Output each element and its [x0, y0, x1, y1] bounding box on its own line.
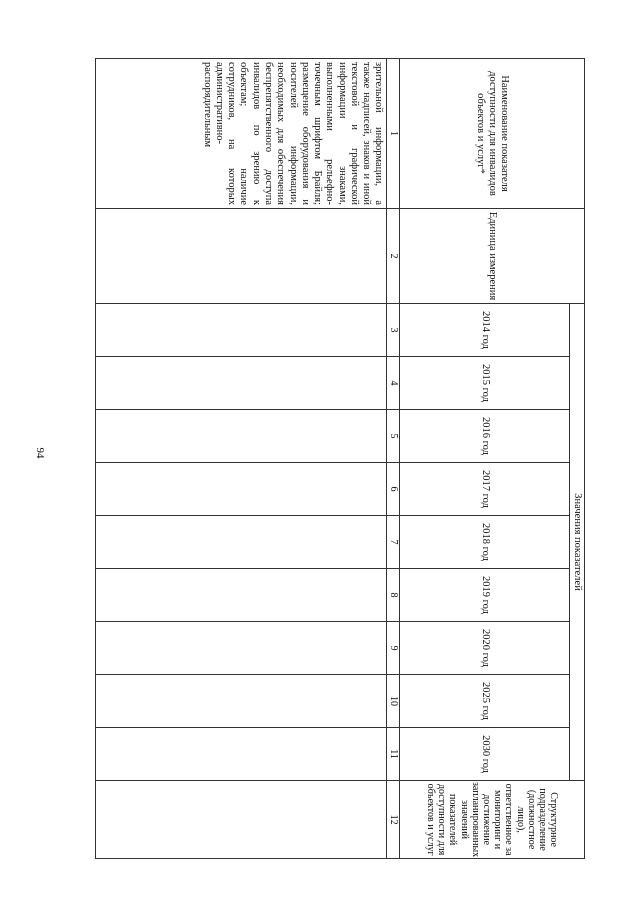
column-number: 5 [387, 410, 400, 463]
header-name: Наименование показателя доступности для инвалидов объектов и услуг* [400, 59, 585, 209]
column-number: 7 [387, 516, 400, 569]
column-number: 8 [387, 569, 400, 622]
column-number: 11 [387, 728, 400, 781]
header-year: 2019 год [400, 569, 570, 622]
row-value-cell [96, 410, 388, 463]
row-name-cell: зрительной информации, а также надписей, знаков и иной текстовой и графической информации знаками, выполненными рельефно-точечным шрифтом Брайля; размещение оборудования и носителей информации, необходимых для обеспечения беспрепятственного доступа инвалидов по зрению к объектам; наличие сотрудников, на которых административно-распорядительным [96, 59, 388, 209]
row-value-cell [96, 304, 388, 357]
column-number: 4 [387, 357, 400, 410]
header-year: 2014 год [400, 304, 570, 357]
row-responsible-cell [96, 781, 388, 859]
column-number: 12 [387, 781, 400, 859]
indicators-table [95, 58, 585, 859]
row-value-cell [96, 675, 388, 728]
table-row [96, 59, 388, 859]
header-year: 2020 год [400, 622, 570, 675]
column-number: 6 [387, 463, 400, 516]
column-number: 2 [387, 209, 400, 304]
header-year: 2016 год [400, 410, 570, 463]
row-value-cell [96, 622, 388, 675]
row-value-cell [96, 357, 388, 410]
row-value-cell [96, 463, 388, 516]
header-year: 2025 год [400, 675, 570, 728]
header-unit: Единица измерения [400, 209, 585, 304]
header-year: 2030 год [400, 728, 570, 781]
header-year: 2015 год [400, 357, 570, 410]
column-number: 10 [387, 675, 400, 728]
table-area [95, 58, 585, 858]
page-number: 94 [34, 447, 46, 459]
column-number: 3 [387, 304, 400, 357]
header-values-group: Значения показателей [570, 304, 585, 781]
header-year: 2018 год [400, 516, 570, 569]
header-year: 2017 год [400, 463, 570, 516]
row-unit-cell [96, 209, 388, 304]
column-number: 1 [387, 59, 400, 209]
row-value-cell [96, 728, 388, 781]
row-value-cell [96, 516, 388, 569]
column-number: 9 [387, 622, 400, 675]
header-responsible: Структурное подразделение (должностное лицо), ответственное за мониторинг и достижение запланированных значений показателей доступности для объектов и услуг [400, 781, 585, 859]
row-value-cell [96, 569, 388, 622]
